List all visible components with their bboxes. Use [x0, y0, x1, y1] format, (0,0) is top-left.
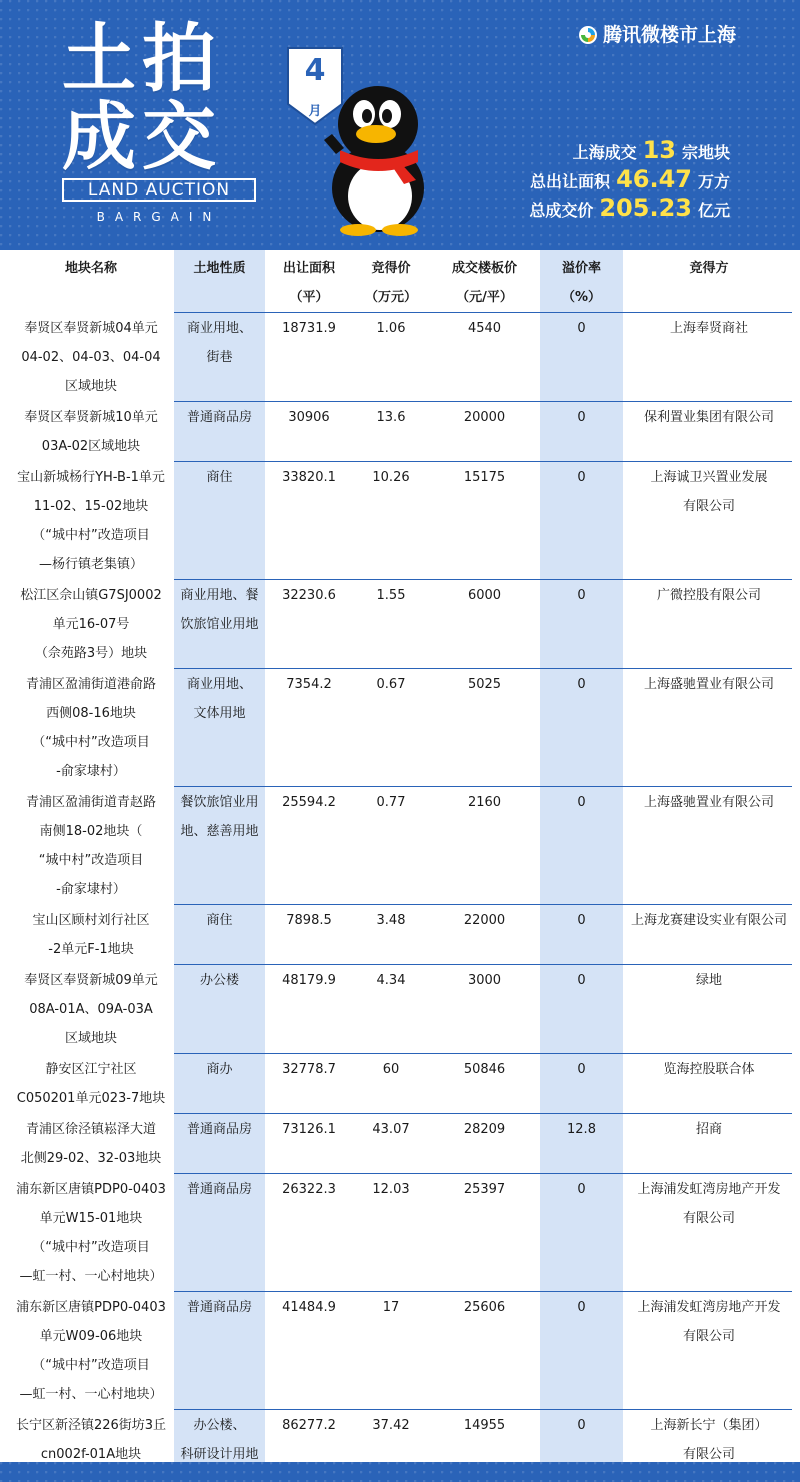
cell-line: 28209 [463, 1122, 506, 1137]
subtitle-english: LAND AUCTION [62, 178, 256, 202]
cell-line: 有限公司 [682, 1329, 735, 1344]
cell-land-use [174, 401, 265, 432]
cell-line: 15175 [463, 470, 506, 485]
cell-line: 竞得价 [371, 261, 411, 276]
cell-line: 0 [577, 1300, 586, 1315]
cell-winner [623, 1409, 795, 1469]
brand-name: 腾讯微楼市上海 [603, 24, 737, 46]
cell-line: （“城中村”改造项目 [32, 735, 150, 750]
cell-line: 25606 [463, 1300, 506, 1315]
cell-line: 6000 [467, 588, 502, 603]
cell-winner [623, 964, 795, 995]
cell-line: 12.8 [567, 1122, 596, 1137]
cell-premium-rate [540, 461, 623, 492]
cell-line: 上海奉贤商社 [669, 321, 748, 336]
cell-line: （“城中村”改造项目 [32, 528, 150, 543]
cell-line: 西侧08-16地块 [46, 706, 136, 721]
footer-band [0, 1462, 800, 1482]
cell-line: 商住 [206, 913, 233, 928]
cell-parcel-name [8, 786, 174, 904]
cell-winning-price [353, 904, 429, 935]
cell-winning-price [353, 1173, 429, 1204]
cell-floor-price [429, 252, 540, 312]
cell-land-use [174, 786, 265, 846]
cell-premium-rate [540, 1409, 623, 1440]
cell-line: 餐饮旅馆业用 [180, 795, 259, 810]
cell-line: 43.07 [372, 1122, 410, 1137]
cell-area [265, 461, 353, 492]
cell-line: 普通商品房 [186, 1182, 252, 1197]
cell-line: 绿地 [695, 973, 722, 988]
cell-line: 文体用地 [193, 706, 246, 721]
cell-premium-rate [540, 401, 623, 432]
cell-winner [623, 786, 795, 817]
cell-line: 26322.3 [282, 1182, 336, 1197]
cell-line: 3.48 [376, 913, 406, 928]
cell-winner [623, 579, 795, 610]
cell-land-use [174, 461, 265, 492]
stat-parcels: 上海成交 13 宗地块 [572, 136, 730, 164]
cell-line: 区域地块 [64, 1031, 117, 1046]
cell-line: （“城中村”改造项目 [32, 1240, 150, 1255]
cell-line: 商住 [206, 470, 233, 485]
cell-line: 保利置业集团有限公司 [643, 410, 774, 425]
cell-line: 竞得方 [689, 261, 729, 276]
cell-land-use [174, 668, 265, 728]
cell-premium-rate [540, 668, 623, 699]
cell-premium-rate [540, 1173, 623, 1204]
cell-line: 出让面积 [282, 261, 335, 276]
cell-parcel-name [8, 252, 174, 283]
cell-line: 单元16-07号 [52, 617, 130, 632]
cell-line: 地、慈善用地 [180, 824, 259, 839]
cell-line: 2160 [467, 795, 502, 810]
cell-land-use [174, 964, 265, 995]
cell-line: 50846 [463, 1062, 506, 1077]
cell-line: 普通商品房 [186, 410, 252, 425]
cell-line: 0 [577, 913, 586, 928]
cell-line: 0.77 [376, 795, 406, 810]
cell-parcel-name [8, 1291, 174, 1409]
cell-line: 4.34 [376, 973, 406, 988]
cell-floor-price [429, 461, 540, 492]
cell-line: 25397 [463, 1182, 506, 1197]
cell-line: 14955 [463, 1418, 506, 1433]
cell-line: 溢价率 [561, 261, 601, 276]
tencent-logo-icon [578, 25, 598, 45]
cell-line: 有限公司 [682, 1211, 735, 1226]
cell-winning-price [353, 668, 429, 699]
cell-area [265, 786, 353, 817]
cell-line: 17 [382, 1300, 400, 1315]
cell-line: 商业用地、 [186, 321, 252, 336]
cell-line: 12.03 [372, 1182, 410, 1197]
cell-area [265, 1409, 353, 1440]
stat-price: 总成交价 205.23 亿元 [529, 194, 730, 222]
cell-line: 普通商品房 [186, 1300, 252, 1315]
cell-line: 南侧18-02地块（ [39, 824, 143, 839]
cell-line: 青浦区徐泾镇崧泽大道 [25, 1122, 156, 1137]
cell-line: 0 [577, 1418, 586, 1433]
cell-line: 32230.6 [282, 588, 336, 603]
cell-winner [623, 1113, 795, 1144]
cell-line: -俞家埭村） [56, 882, 126, 897]
cell-line: 成交楼板价 [451, 261, 517, 276]
cell-floor-price [429, 312, 540, 343]
cell-line: 上海新长宁（集团） [650, 1418, 768, 1433]
cell-line: 单元W15-01地块 [39, 1211, 143, 1226]
cell-line: 松江区佘山镇G7SJ0002 [20, 588, 162, 603]
cell-line: 商业用地、餐 [180, 588, 259, 603]
cell-line: 上海龙赛建设实业有限公司 [630, 913, 787, 928]
brand-label [578, 22, 736, 48]
cell-floor-price [429, 401, 540, 432]
cell-line: 20000 [463, 410, 506, 425]
cell-line: 招商 [695, 1122, 722, 1137]
cell-line: 办公楼 [199, 973, 239, 988]
cell-line: 18731.9 [282, 321, 336, 336]
cell-line: 上海盛驰置业有限公司 [643, 795, 774, 810]
cell-line: 0 [577, 410, 586, 425]
cell-line: 浦东新区唐镇PDP0-0403 [16, 1300, 166, 1315]
stat-area-value: 46.47 [616, 165, 692, 193]
cell-line: 3000 [467, 973, 502, 988]
cell-floor-price [429, 579, 540, 610]
cell-premium-rate [540, 904, 623, 935]
cell-line: 青浦区盈浦街道青赵路 [25, 795, 156, 810]
cell-line: 1.06 [376, 321, 406, 336]
cell-land-use [174, 252, 265, 283]
cell-line: 04-02、04-03、04-04 [21, 350, 161, 365]
cell-winner [623, 1053, 795, 1084]
cell-line: 单元W09-06地块 [39, 1329, 143, 1344]
cell-winner [623, 401, 795, 432]
stat-area: 总出让面积 46.47 万方 [530, 165, 730, 193]
cell-area [265, 252, 353, 312]
cell-area [265, 401, 353, 432]
cell-line: C050201单元023-7地块 [16, 1091, 166, 1106]
cell-line: 长宁区新泾镇226街坊3丘 [15, 1418, 167, 1433]
subtitle-bargain: BARGAIN [96, 210, 222, 224]
cell-line: 32778.7 [282, 1062, 336, 1077]
cell-winning-price [353, 1409, 429, 1440]
cell-area [265, 1291, 353, 1322]
cell-line: 33820.1 [282, 470, 336, 485]
cell-area [265, 964, 353, 995]
cell-line: 73126.1 [282, 1122, 336, 1137]
cell-premium-rate [540, 1113, 623, 1144]
cell-line: 4540 [467, 321, 502, 336]
cell-land-use [174, 1173, 265, 1204]
cell-line: 有限公司 [682, 1447, 735, 1462]
cell-winning-price [353, 252, 429, 312]
cell-line: （%） [561, 290, 602, 305]
cell-parcel-name [8, 1053, 174, 1113]
cell-line: 0 [577, 321, 586, 336]
cell-winner [623, 1173, 795, 1233]
cell-parcel-name [8, 401, 174, 461]
cell-winner [623, 1291, 795, 1351]
cell-line: （元/平） [456, 290, 513, 305]
cell-land-use [174, 1291, 265, 1322]
month-number: 4 [304, 53, 326, 88]
cell-line: 上海浦发虹湾房地产开发 [637, 1300, 781, 1315]
cell-line: 37.42 [372, 1418, 410, 1433]
cell-line: 上海诚卫兴置业发展 [650, 470, 768, 485]
cell-line: 11-02、15-02地块 [33, 499, 149, 514]
cell-line: 22000 [463, 913, 506, 928]
cell-winning-price [353, 964, 429, 995]
cell-line: 41484.9 [282, 1300, 336, 1315]
cell-line: -俞家埭村） [56, 764, 126, 779]
cell-parcel-name [8, 312, 174, 401]
cell-parcel-name [8, 668, 174, 786]
cell-area [265, 1053, 353, 1084]
cell-line: 办公楼、 [193, 1418, 246, 1433]
cell-line: 0 [577, 470, 586, 485]
cell-floor-price [429, 1173, 540, 1204]
cell-line: 0.67 [376, 677, 406, 692]
cell-floor-price [429, 1113, 540, 1144]
cell-parcel-name [8, 1113, 174, 1173]
cell-parcel-name [8, 461, 174, 579]
cell-line: 0 [577, 973, 586, 988]
cell-line: 上海浦发虹湾房地产开发 [637, 1182, 781, 1197]
cell-parcel-name [8, 904, 174, 964]
cell-winning-price [353, 461, 429, 492]
cell-winner [623, 904, 795, 935]
cell-winner [623, 461, 795, 521]
month-unit: 月 [308, 104, 322, 119]
cell-line: 览海控股联合体 [663, 1062, 755, 1077]
summary-stats [529, 136, 730, 223]
cell-winning-price [353, 579, 429, 610]
cell-line: 宝山新城杨行YH-B-1单元 [17, 470, 165, 485]
cell-area [265, 579, 353, 610]
land-auction-table [0, 250, 800, 1462]
cell-area [265, 1173, 353, 1204]
cell-line: 10.26 [372, 470, 410, 485]
cell-floor-price [429, 668, 540, 699]
cell-line: 饮旅馆业用地 [180, 617, 259, 632]
cell-area [265, 312, 353, 343]
stat-price-value: 205.23 [599, 194, 692, 222]
cell-line: 5025 [467, 677, 502, 692]
stat-parcels-value: 13 [642, 136, 676, 164]
cell-winning-price [353, 401, 429, 432]
title-line-1: 土拍 [62, 16, 222, 102]
cell-parcel-name [8, 1409, 174, 1469]
cell-winning-price [353, 1291, 429, 1322]
cell-floor-price [429, 1291, 540, 1322]
cell-line: 30906 [288, 410, 330, 425]
cell-line: -2单元F-1地块 [48, 942, 134, 957]
cell-line: 奉贤区奉贤新城09单元 [24, 973, 158, 988]
cell-winning-price [353, 1113, 429, 1144]
cell-line: 宝山区顾村刘行社区 [32, 913, 150, 928]
cell-winning-price [353, 312, 429, 343]
cell-line: 商办 [206, 1062, 233, 1077]
cell-parcel-name [8, 1173, 174, 1291]
cell-premium-rate [540, 579, 623, 610]
cell-premium-rate [540, 312, 623, 343]
cell-winner [623, 668, 795, 699]
cell-line: 86277.2 [282, 1418, 336, 1433]
cell-winning-price [353, 1053, 429, 1084]
cell-line: “城中村”改造项目 [38, 853, 144, 868]
cell-line: 上海盛驰置业有限公司 [643, 677, 774, 692]
cell-land-use [174, 1409, 265, 1469]
qq-penguin-icon [318, 76, 430, 236]
cell-line: （平） [289, 290, 329, 305]
cell-line: 静安区江宁社区 [45, 1062, 137, 1077]
cell-line: （万元） [364, 290, 417, 305]
cell-winner [623, 252, 795, 283]
cell-line: 25594.2 [282, 795, 336, 810]
cell-line: —虹一村、一心村地块） [19, 1269, 163, 1284]
cell-line: 60 [382, 1062, 400, 1077]
cell-floor-price [429, 1409, 540, 1440]
cell-land-use [174, 1113, 265, 1144]
cell-land-use [174, 312, 265, 372]
cell-line: 0 [577, 677, 586, 692]
cell-line: 青浦区盈浦街道港俞路 [25, 677, 156, 692]
cell-parcel-name [8, 579, 174, 668]
cell-line: （“城中村”改造项目 [32, 1358, 150, 1373]
cell-premium-rate [540, 786, 623, 817]
cell-premium-rate [540, 1291, 623, 1322]
cell-line: 7354.2 [286, 677, 332, 692]
cell-floor-price [429, 904, 540, 935]
cell-area [265, 904, 353, 935]
cell-line: 土地性质 [193, 261, 246, 276]
cell-line: （佘苑路3号）地块 [34, 646, 148, 661]
cell-land-use [174, 904, 265, 935]
cell-line: 48179.9 [282, 973, 336, 988]
cell-line: cn002f-01A地块 [40, 1447, 142, 1462]
cell-line: 1.55 [376, 588, 406, 603]
cell-premium-rate [540, 1053, 623, 1084]
cell-line: 地块名称 [64, 261, 117, 276]
cell-line: 7898.5 [286, 913, 332, 928]
cell-line: 街巷 [206, 350, 233, 365]
cell-line: 13.6 [376, 410, 406, 425]
cell-line: —虹一村、一心村地块） [19, 1387, 163, 1402]
cell-winning-price [353, 786, 429, 817]
cell-line: 0 [577, 795, 586, 810]
cell-line: 奉贤区奉贤新城04单元 [24, 321, 158, 336]
cell-line: 0 [577, 588, 586, 603]
cell-line: 区域地块 [64, 379, 117, 394]
cell-line: 科研设计用地 [180, 1447, 259, 1462]
cell-line: 0 [577, 1062, 586, 1077]
cell-line: 0 [577, 1182, 586, 1197]
cell-floor-price [429, 1053, 540, 1084]
cell-premium-rate [540, 252, 623, 312]
cell-parcel-name [8, 964, 174, 1053]
header-banner [0, 0, 800, 250]
cell-line: 商业用地、 [186, 677, 252, 692]
cell-line: 03A-02区域地块 [41, 439, 141, 454]
cell-line: 普通商品房 [186, 1122, 252, 1137]
cell-land-use [174, 579, 265, 639]
cell-line: 北侧29-02、32-03地块 [20, 1151, 162, 1166]
cell-premium-rate [540, 964, 623, 995]
cell-line: 有限公司 [682, 499, 735, 514]
cell-floor-price [429, 964, 540, 995]
cell-line: 奉贤区奉贤新城10单元 [24, 410, 158, 425]
cell-line: 广微控股有限公司 [656, 588, 761, 603]
cell-area [265, 1113, 353, 1144]
cell-floor-price [429, 786, 540, 817]
cell-area [265, 668, 353, 699]
cell-land-use [174, 1053, 265, 1084]
cell-line: 浦东新区唐镇PDP0-0403 [16, 1182, 166, 1197]
cell-winner [623, 312, 795, 343]
cell-line: —杨行镇老集镇） [38, 557, 143, 572]
cell-line: 08A-01A、09A-03A [29, 1002, 153, 1017]
title-line-2: 成交 [62, 94, 222, 180]
